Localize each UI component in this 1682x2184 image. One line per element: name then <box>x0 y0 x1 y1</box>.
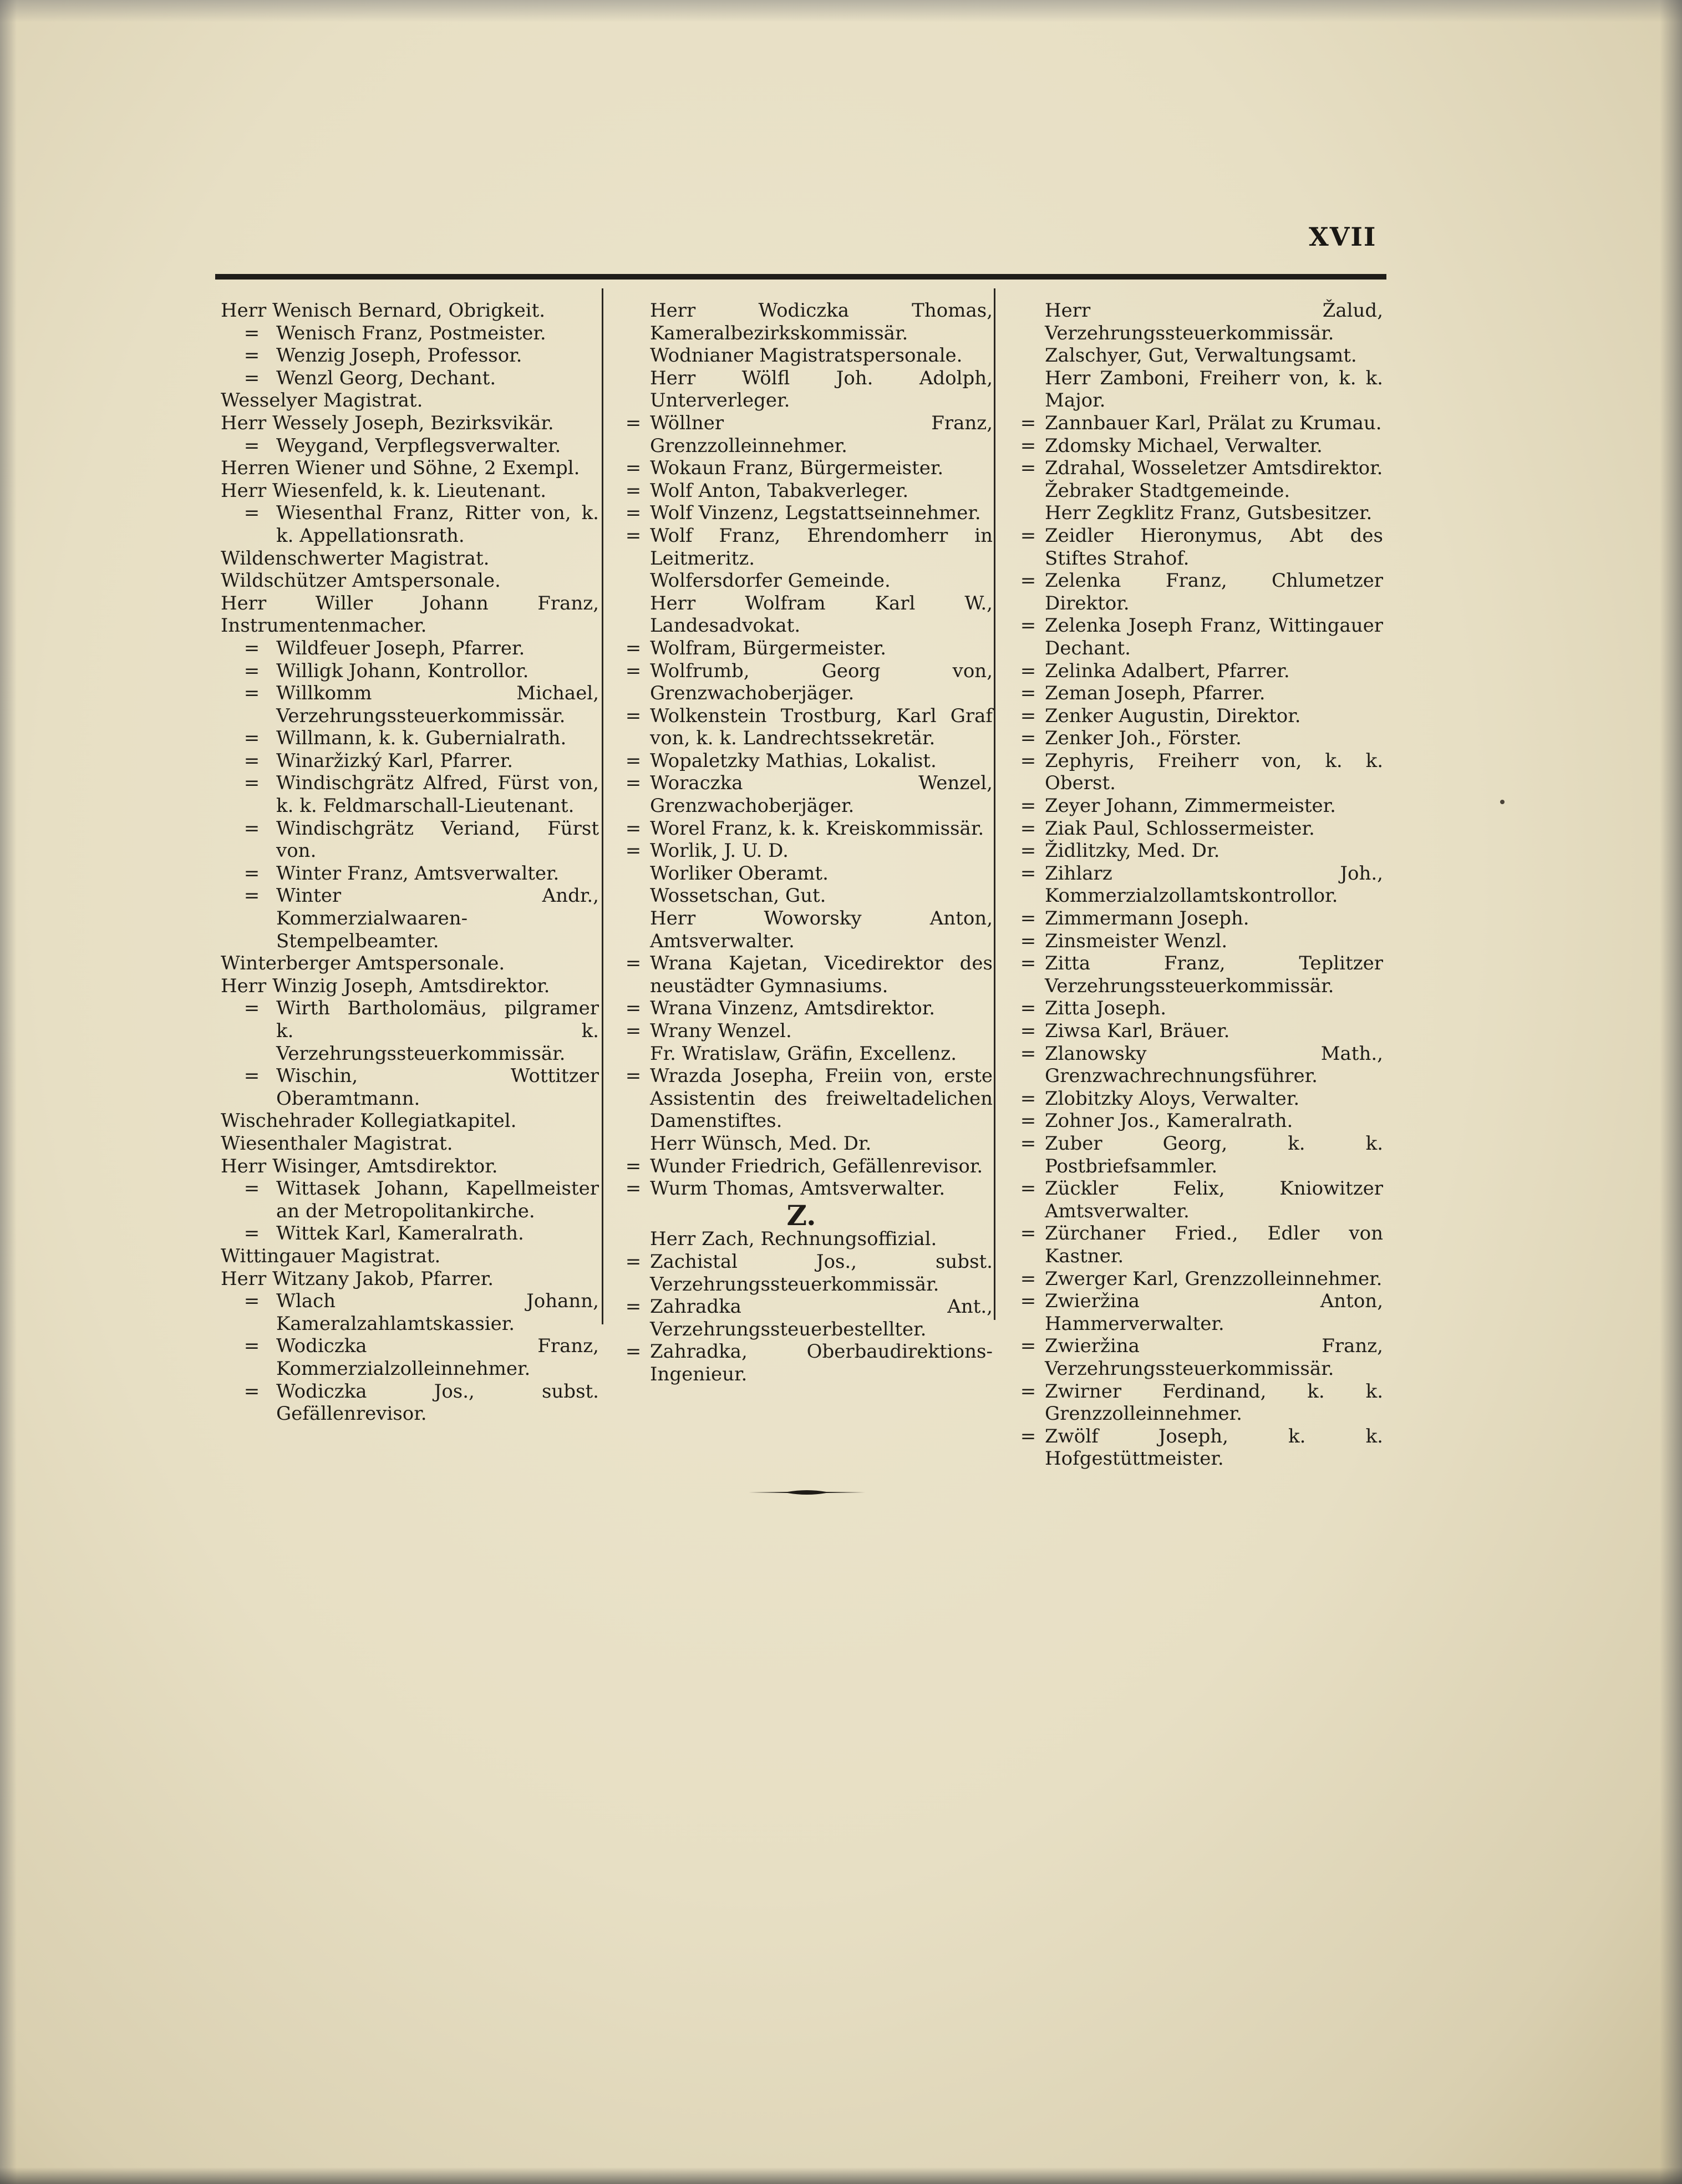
entry-text: Zürchaner Fried., Edler von Kastner. <box>1045 1222 1383 1267</box>
ditto-mark: = <box>243 344 260 367</box>
directory-entry <box>221 862 599 885</box>
entry-text: Wolfrumb, Georg von, Grenzwachoberjäger. <box>650 659 993 705</box>
directory-entry <box>610 840 993 862</box>
directory-entry <box>1005 502 1383 525</box>
directory-entry <box>221 344 599 367</box>
ditto-mark: = <box>1020 727 1036 750</box>
ditto-mark: = <box>625 749 642 772</box>
ditto-mark: = <box>1020 1042 1036 1065</box>
bottom-ornament <box>749 1489 865 1496</box>
directory-entry <box>610 772 993 817</box>
directory-entry <box>221 1245 599 1268</box>
entry-text: Wolfram, Bürgermeister. <box>650 637 887 659</box>
directory-entry <box>610 412 993 457</box>
entry-text: Wossetschan, Gut. <box>650 885 826 907</box>
column-separator <box>602 288 603 1324</box>
directory-entry <box>610 705 993 750</box>
entry-text: Wrazda Josepha, Freiin von, erste Assistentin des freiweltadelichen Damenstiftes. <box>650 1065 993 1132</box>
directory-entry <box>221 1268 599 1291</box>
directory-entry <box>610 1228 993 1251</box>
entry-text: Herr Wisinger, Amtsdirektor. <box>221 1155 498 1177</box>
directory-entry <box>1005 660 1383 683</box>
ditto-mark: = <box>1020 1132 1036 1155</box>
entry-text: Zeman Joseph, Pfarrer. <box>1045 682 1266 705</box>
entry-text: Wenisch Franz, Postmeister. <box>276 322 546 344</box>
ditto-mark: = <box>1020 1290 1036 1313</box>
entry-text: Wildschützer Amtspersonale. <box>221 570 501 592</box>
ditto-mark: = <box>1020 795 1036 817</box>
entry-text: Winterberger Amtspersonale. <box>221 952 505 975</box>
entry-text: Wiesenthal Franz, Ritter von, k. k. Appellationsrath. <box>276 502 599 547</box>
directory-entry <box>610 1155 993 1178</box>
entry-text: Willmann, k. k. Gubernialrath. <box>276 727 567 750</box>
directory-entry <box>610 1340 993 1385</box>
entry-text: Wodiczka Jos., subst. Gefällenrevisor. <box>276 1380 599 1425</box>
entry-text: Weygand, Verpflegsverwalter. <box>276 434 561 457</box>
entry-text: Wodnianer Magistratspersonale. <box>650 344 963 367</box>
entry-text: Wöllner Franz, Grenzzolleinnehmer. <box>650 412 993 457</box>
directory-entry <box>610 862 993 885</box>
ditto-mark: = <box>1020 704 1036 727</box>
ditto-mark: = <box>243 322 260 344</box>
directory-entry <box>1005 614 1383 659</box>
page-number: XVII <box>1309 222 1377 252</box>
ditto-mark: = <box>243 772 260 795</box>
entry-text: Herr Wodiczka Thomas, Kameralbezirkskommissär. <box>650 299 993 344</box>
entry-text: Zephyris, Freiherr von, k. k. Oberst. <box>1045 749 1383 795</box>
ditto-mark: = <box>1020 1425 1036 1447</box>
directory-entry <box>221 1065 599 1110</box>
entry-text: Zannbauer Karl, Prälat zu Krumau. <box>1045 412 1382 434</box>
directory-entry <box>221 975 599 998</box>
directory-entry <box>221 952 599 975</box>
directory-entry <box>1005 1020 1383 1043</box>
directory-entry <box>1005 1268 1383 1291</box>
entry-text: Zückler Felix, Kniowitzer Amtsverwalter. <box>1045 1177 1383 1222</box>
directory-entry <box>1005 1177 1383 1222</box>
ditto-mark: = <box>1020 930 1036 952</box>
directory-entry <box>610 570 993 592</box>
ditto-mark: = <box>625 772 642 795</box>
directory-entry <box>221 660 599 683</box>
directory-entry <box>610 952 993 997</box>
ditto-mark: = <box>625 457 642 480</box>
directory-entry <box>1005 525 1383 570</box>
ditto-mark: = <box>1020 907 1036 930</box>
directory-entry <box>610 480 993 502</box>
directory-entry <box>221 570 599 592</box>
entry-text: Wittek Karl, Kameralrath. <box>276 1222 524 1245</box>
ditto-mark: = <box>1020 1267 1036 1290</box>
directory-entry <box>1005 750 1383 795</box>
ditto-mark: = <box>1020 1110 1036 1132</box>
directory-entry <box>1005 795 1383 817</box>
entry-text: Wolf Anton, Tabakverleger. <box>650 479 909 502</box>
ditto-mark: = <box>1020 659 1036 682</box>
directory-entry <box>1005 817 1383 840</box>
directory-entry <box>221 592 599 637</box>
ditto-mark: = <box>1020 434 1036 457</box>
entry-text: Zohner Jos., Kameralrath. <box>1045 1110 1293 1132</box>
page-edge-shadow <box>0 0 17 2184</box>
entry-text: Zalschyer, Gut, Verwaltungsamt. <box>1045 344 1357 367</box>
entry-text: Wittasek Johann, Kapellmeister an der Metropolitankirche. <box>276 1177 599 1222</box>
directory-entry <box>221 885 599 952</box>
directory-entry <box>1005 705 1383 728</box>
ditto-mark: = <box>243 885 260 907</box>
ditto-mark: = <box>1020 1087 1036 1110</box>
ditto-mark: = <box>1020 524 1036 547</box>
entry-text: Wischin, Wottitzer Oberamtmann. <box>276 1065 599 1110</box>
ditto-mark: = <box>243 637 260 659</box>
directory-entry <box>1005 1088 1383 1110</box>
entry-text: Wrana Kajetan, Vicedirektor des neustädter Gymnasiums. <box>650 952 993 997</box>
entry-text: Wodiczka Franz, Kommerzialzolleinnehmer. <box>276 1335 599 1380</box>
ditto-mark: = <box>625 1155 642 1177</box>
ditto-mark: = <box>625 1250 642 1273</box>
ditto-mark: = <box>243 817 260 840</box>
ditto-mark: = <box>1020 1222 1036 1245</box>
entry-text: Wolf Vinzenz, Legstattseinnehmer. <box>650 502 981 525</box>
directory-entry <box>610 525 993 570</box>
entry-text: Herr Zach, Rechnungsoffizial. <box>650 1228 937 1251</box>
entry-text: Herr Witzany Jakob, Pfarrer. <box>221 1267 494 1290</box>
entry-text: Wunder Friedrich, Gefällenrevisor. <box>650 1155 983 1177</box>
directory-entry <box>221 547 599 570</box>
directory-entry <box>1005 1290 1383 1335</box>
entry-text: Zahradka, Oberbaudirektions-Ingenieur. <box>650 1340 993 1385</box>
ditto-mark: = <box>243 1290 260 1313</box>
directory-entry <box>610 1132 993 1155</box>
ditto-mark: = <box>243 682 260 705</box>
directory-entry <box>610 660 993 705</box>
entry-text: Windischgrätz Alfred, Fürst von, k. k. Feldmarschall-Lieutenant. <box>276 772 599 817</box>
entry-text: Zihlarz Joh., Kommerzialzollamtskontrollor. <box>1045 862 1383 907</box>
column-1 <box>221 299 599 1425</box>
directory-entry <box>1005 840 1383 862</box>
entry-text: Herr Žalud, Verzehrungssteuerkommissär. <box>1045 299 1383 344</box>
directory-entry <box>610 299 993 344</box>
ditto-mark: = <box>1020 1380 1036 1403</box>
entry-text: Herren Wiener und Söhne, 2 Exempl. <box>221 457 580 480</box>
directory-entry <box>1005 997 1383 1020</box>
column-3 <box>1005 299 1383 1470</box>
directory-entry <box>1005 1132 1383 1177</box>
entry-text: Worliker Oberamt. <box>650 862 829 885</box>
directory-entry <box>610 1296 993 1340</box>
ditto-mark: = <box>1020 1335 1036 1358</box>
entry-text: Herr Winzig Joseph, Amtsdirektor. <box>221 974 550 997</box>
header-rule <box>215 274 1386 280</box>
entry-text: Wesselyer Magistrat. <box>221 389 423 412</box>
ditto-mark: = <box>625 840 642 862</box>
entry-text: Zelinka Adalbert, Pfarrer. <box>1045 659 1290 682</box>
directory-entry <box>221 480 599 502</box>
directory-entry <box>1005 1110 1383 1132</box>
directory-entry <box>1005 952 1383 997</box>
ditto-mark: = <box>243 502 260 525</box>
ditto-mark: = <box>625 524 642 547</box>
entry-text: Worel Franz, k. k. Kreiskommissär. <box>650 817 984 840</box>
ditto-mark: = <box>1020 840 1036 862</box>
ditto-mark: = <box>625 1340 642 1363</box>
entry-text: Zwölf Joseph, k. k. Hofgestüttmeister. <box>1045 1425 1383 1470</box>
ditto-mark: = <box>625 817 642 840</box>
entry-text: Ziwsa Karl, Bräuer. <box>1045 1020 1230 1042</box>
ditto-mark: = <box>625 1296 642 1318</box>
entry-text: Zinsmeister Wenzl. <box>1045 930 1228 952</box>
entry-text: Herr Woworsky Anton, Amtsverwalter. <box>650 907 993 952</box>
entry-text: Zeyer Johann, Zimmermeister. <box>1045 795 1336 817</box>
ditto-mark: = <box>243 659 260 682</box>
directory-entry <box>1005 682 1383 705</box>
ditto-mark: = <box>1020 412 1036 434</box>
directory-entry <box>221 435 599 458</box>
ditto-mark: = <box>1020 749 1036 772</box>
directory-entry <box>221 772 599 817</box>
page-edge-shadow <box>0 2167 1682 2184</box>
entry-text: Wenzig Joseph, Professor. <box>276 344 522 367</box>
directory-entry <box>221 1155 599 1178</box>
directory-entry <box>610 885 993 907</box>
entry-text: Herr Wölfl Joh. Adolph, Unterverleger. <box>650 367 993 412</box>
directory-entry <box>221 817 599 862</box>
entry-text: Zlanowsky Math., Grenzwachrechnungsführer. <box>1045 1042 1383 1088</box>
entry-text: Wrana Vinzenz, Amtsdirektor. <box>650 997 936 1020</box>
entry-text: Zuber Georg, k. k. Postbriefsammler. <box>1045 1132 1383 1177</box>
directory-entry <box>221 457 599 480</box>
entry-text: Ziak Paul, Schlossermeister. <box>1045 817 1315 840</box>
entry-text: Wokaun Franz, Bürgermeister. <box>650 457 944 480</box>
directory-entry <box>221 1177 599 1222</box>
entry-text: Wolkenstein Trostburg, Karl Graf von, k. k. Landrechtssekretär. <box>650 704 993 750</box>
entry-text: Winter Franz, Amtsverwalter. <box>276 862 560 885</box>
entry-text: Windischgrätz Veriand, Fürst von. <box>276 817 599 862</box>
directory-entry <box>610 750 993 773</box>
directory-entry <box>610 907 993 952</box>
directory-entry <box>221 1335 599 1380</box>
entry-text: Zdrahal, Wosseletzer Amtsdirektor. <box>1045 457 1383 480</box>
ditto-mark: = <box>625 1020 642 1042</box>
entry-text: Wirth Bartholomäus, pilgramer k. k. Verzehrungssteuerkommissär. <box>276 997 599 1065</box>
entry-text: Wolf Franz, Ehrendomherr in Leitmeritz. <box>650 524 993 570</box>
entry-text: Worlik, J. U. D. <box>650 840 789 862</box>
directory-entry <box>610 592 993 637</box>
ditto-mark: = <box>625 659 642 682</box>
directory-entry <box>610 637 993 660</box>
entry-text: Wolfersdorfer Gemeinde. <box>650 570 891 592</box>
entry-text: Wurm Thomas, Amtsverwalter. <box>650 1177 946 1200</box>
directory-entry <box>1005 1222 1383 1267</box>
entry-text: Zelenka Franz, Chlumetzer Direktor. <box>1045 570 1383 614</box>
directory-entry <box>1005 412 1383 435</box>
directory-entry <box>1005 457 1383 480</box>
ditto-mark: = <box>625 479 642 502</box>
directory-entry <box>221 322 599 345</box>
directory-entry <box>221 412 599 435</box>
entry-text: Wittingauer Magistrat. <box>221 1245 441 1267</box>
ditto-mark: = <box>625 704 642 727</box>
entry-text: Wopaletzky Mathias, Lokalist. <box>650 749 937 772</box>
directory-entry <box>610 997 993 1020</box>
ditto-mark: = <box>243 1380 260 1403</box>
entry-text: Fr. Wratislaw, Gräfin, Excellenz. <box>650 1042 957 1065</box>
page-edge-shadow <box>1660 0 1682 2184</box>
directory-entry <box>1005 480 1383 502</box>
entry-text: Willigk Johann, Kontrollor. <box>276 659 529 682</box>
directory-entry <box>221 727 599 750</box>
ditto-mark: = <box>243 1335 260 1358</box>
ditto-mark: = <box>625 502 642 525</box>
directory-entry <box>1005 1335 1383 1380</box>
ditto-mark: = <box>1020 1177 1036 1200</box>
directory-entry <box>1005 727 1383 750</box>
ditto-mark: = <box>1020 952 1036 975</box>
directory-entry <box>221 750 599 773</box>
directory-entry <box>221 367 599 390</box>
entry-text: Zahradka Ant., Verzehrungssteuerbestellter. <box>650 1296 993 1340</box>
ditto-mark: = <box>1020 1020 1036 1042</box>
ditto-mark: = <box>243 727 260 750</box>
directory-entry <box>221 1110 599 1132</box>
ditto-mark: = <box>1020 682 1036 705</box>
entry-text: Wischehrader Kollegiatkapitel. <box>221 1110 517 1132</box>
ditto-mark: = <box>243 1065 260 1088</box>
directory-entry <box>1005 435 1383 458</box>
entry-text: Zitta Franz, Teplitzer Verzehrungssteuerkommissär. <box>1045 952 1383 997</box>
entry-text: Zimmermann Joseph. <box>1045 907 1249 930</box>
entry-text: Zlobitzky Aloys, Verwalter. <box>1045 1087 1300 1110</box>
entry-text: Winaržizký Karl, Pfarrer. <box>276 749 514 772</box>
entry-text: Herr Wünsch, Med. Dr. <box>650 1132 872 1155</box>
ditto-mark: = <box>1020 862 1036 885</box>
directory-entry <box>1005 907 1383 930</box>
entry-text: Zelenka Joseph Franz, Wittingauer Dechant. <box>1045 614 1383 659</box>
ditto-mark: = <box>1020 817 1036 840</box>
ditto-mark: = <box>243 862 260 885</box>
entry-text: Zenker Joh., Förster. <box>1045 727 1242 750</box>
ditto-mark: = <box>1020 614 1036 637</box>
directory-entry <box>221 389 599 412</box>
ditto-mark: = <box>243 367 260 389</box>
ditto-mark: = <box>625 1065 642 1088</box>
page-speck <box>1500 800 1505 804</box>
entry-text: Wrany Wenzel. <box>650 1020 792 1042</box>
directory-entry <box>1005 344 1383 367</box>
ditto-mark: = <box>243 1222 260 1245</box>
entry-text: Zeidler Hieronymus, Abt des Stiftes Strahof. <box>1045 524 1383 570</box>
ditto-mark: = <box>243 434 260 457</box>
directory-entry <box>1005 299 1383 344</box>
directory-entry <box>610 502 993 525</box>
entry-text: Wildfeuer Joseph, Pfarrer. <box>276 637 525 659</box>
ditto-mark: = <box>1020 997 1036 1020</box>
directory-entry <box>221 502 599 547</box>
page-edge-shadow <box>0 0 1682 22</box>
section-letter: Z. <box>786 1198 816 1232</box>
ditto-mark: = <box>243 997 260 1020</box>
entry-text: Winter Andr., Kommerzialwaaren-Stempelbeamter. <box>276 885 599 952</box>
directory-entry <box>610 344 993 367</box>
entry-text: Wiesenthaler Magistrat. <box>221 1132 453 1155</box>
ditto-mark: = <box>1020 457 1036 480</box>
directory-entry <box>610 1177 993 1200</box>
column-separator <box>994 288 995 1320</box>
entry-text: Zitta Joseph. <box>1045 997 1167 1020</box>
ditto-mark: = <box>243 749 260 772</box>
directory-entry <box>221 1290 599 1335</box>
entry-text: Wildenschwerter Magistrat. <box>221 547 490 570</box>
entry-text: Zwieržina Franz, Verzehrungssteuerkommissär. <box>1045 1335 1383 1380</box>
directory-entry <box>610 1043 993 1065</box>
entry-text: Zwieržina Anton, Hammerverwalter. <box>1045 1290 1383 1335</box>
ditto-mark: = <box>625 952 642 975</box>
directory-entry <box>1005 862 1383 907</box>
entry-text: Herr Wiesenfeld, k. k. Lieutenant. <box>221 479 547 502</box>
entry-text: Herr Wessely Joseph, Bezirksvikär. <box>221 412 554 434</box>
entry-text: Zenker Augustin, Direktor. <box>1045 704 1301 727</box>
directory-entry <box>1005 1380 1383 1425</box>
directory-entry <box>610 1251 993 1296</box>
entry-text: Wlach Johann, Kameralzahlamtskassier. <box>276 1290 599 1335</box>
directory-entry <box>1005 930 1383 953</box>
directory-entry <box>610 457 993 480</box>
directory-entry <box>221 1380 599 1425</box>
directory-entry <box>221 1222 599 1245</box>
directory-entry <box>221 637 599 660</box>
entry-text: Herr Wenisch Bernard, Obrigkeit. <box>221 299 546 322</box>
ditto-mark: = <box>625 637 642 659</box>
entry-text: Zdomsky Michael, Verwalter. <box>1045 434 1323 457</box>
entry-text: Žebraker Stadtgemeinde. <box>1045 479 1290 502</box>
entry-text: Herr Zamboni, Freiherr von, k. k. Major. <box>1045 367 1383 412</box>
directory-entry <box>610 817 993 840</box>
directory-entry <box>610 367 993 412</box>
entry-text: Wenzl Georg, Dechant. <box>276 367 496 389</box>
directory-entry <box>610 1020 993 1043</box>
ditto-mark: = <box>625 412 642 434</box>
ditto-mark: = <box>625 1177 642 1200</box>
entry-text: Herr Willer Johann Franz, Instrumentenmacher. <box>221 592 599 637</box>
directory-entry <box>1005 1425 1383 1470</box>
directory-entry <box>1005 367 1383 412</box>
ditto-mark: = <box>1020 570 1036 592</box>
entry-text: Woraczka Wenzel, Grenzwachoberjäger. <box>650 772 993 817</box>
directory-entry <box>221 1132 599 1155</box>
directory-entry <box>1005 1043 1383 1088</box>
entry-text: Herr Wolfram Karl W., Landesadvokat. <box>650 592 993 637</box>
entry-text: Zachistal Jos., subst. Verzehrungssteuerkommissär. <box>650 1250 993 1296</box>
entry-text: Herr Zegklitz Franz, Gutsbesitzer. <box>1045 502 1373 525</box>
entry-text: Zwerger Karl, Grenzzolleinnehmer. <box>1045 1267 1383 1290</box>
ditto-mark: = <box>243 1177 260 1200</box>
directory-entry <box>1005 570 1383 614</box>
directory-entry <box>221 682 599 727</box>
entry-text: Zwirner Ferdinand, k. k. Grenzzolleinnehmer. <box>1045 1380 1383 1425</box>
entry-text: Willkomm Michael, Verzehrungssteuerkommissär. <box>276 682 599 727</box>
directory-entry <box>221 997 599 1065</box>
directory-entry <box>221 299 599 322</box>
directory-entry <box>610 1065 993 1132</box>
ditto-mark: = <box>625 997 642 1020</box>
entry-text: Židlitzky, Med. Dr. <box>1045 840 1220 862</box>
column-2 <box>610 299 993 1386</box>
